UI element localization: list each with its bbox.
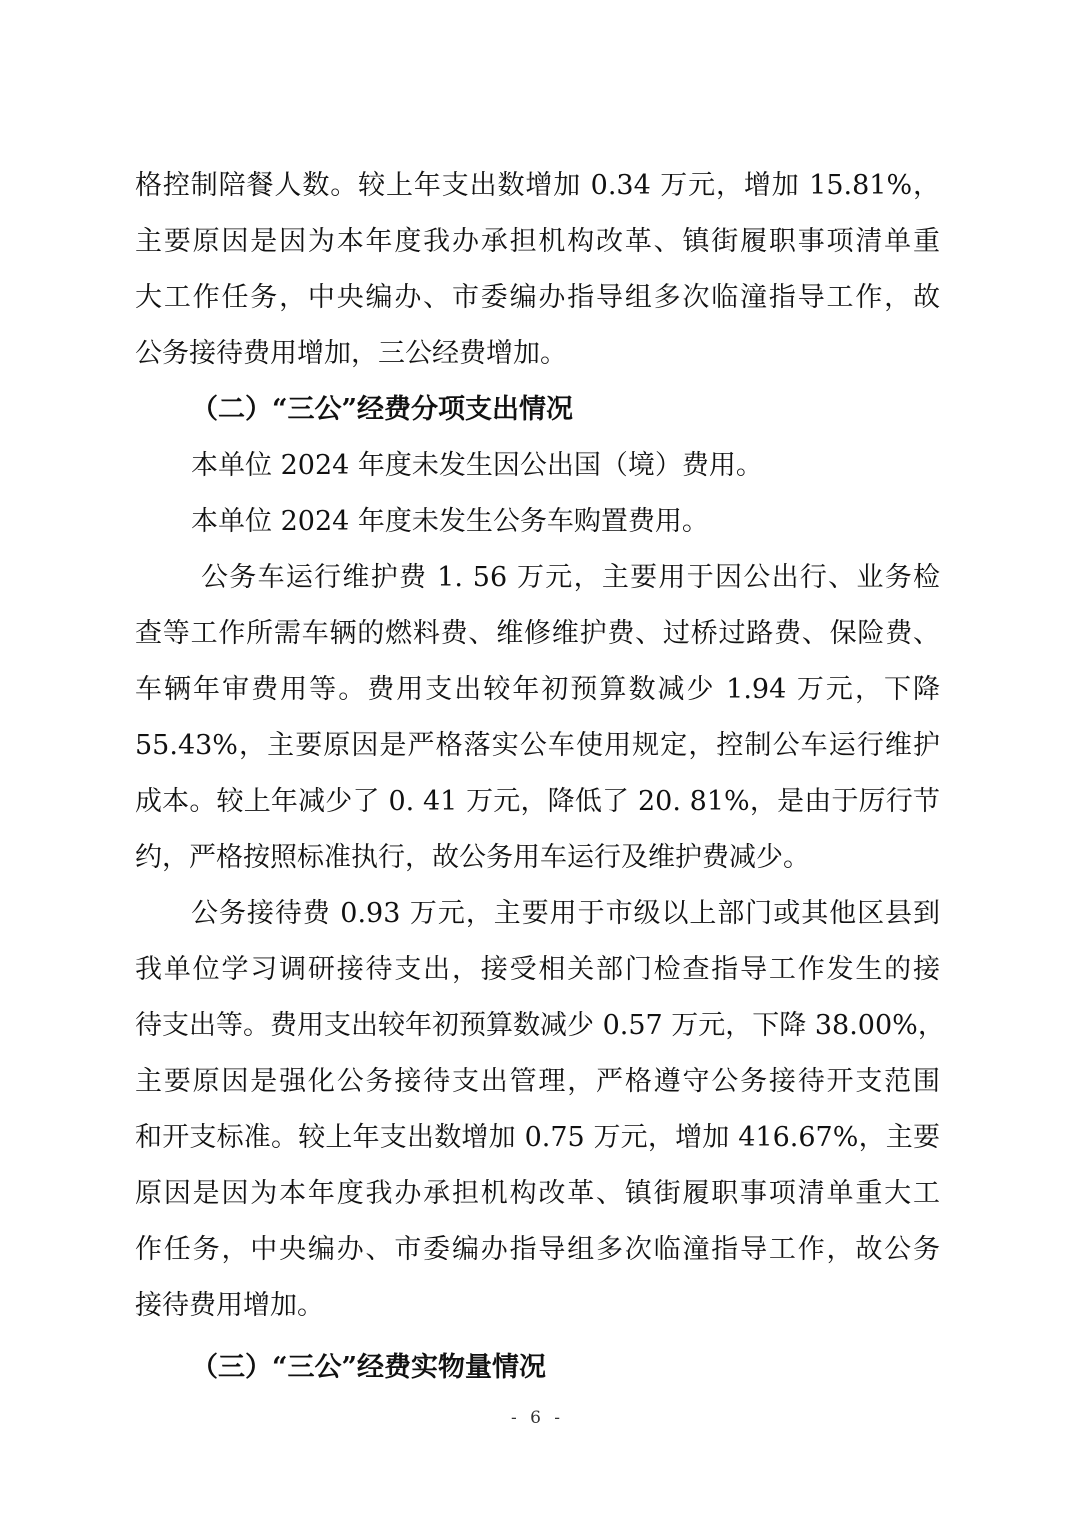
section-heading-two bbox=[135, 382, 940, 438]
paragraph-overseas-travel bbox=[135, 438, 940, 494]
text-line: 主要原因是强化公务接待支出管理，严格遵守公务接待开支范围 bbox=[135, 1066, 940, 1097]
text-line: 公务车运行维护费 1. 56 万元，主要用于因公出行、业务检 bbox=[201, 562, 940, 593]
heading-text: （三）“三公”经费实物量情况 bbox=[191, 1352, 547, 1383]
text-line: 原因是因为本年度我办承担机构改革、镇街履职事项清单重大工 bbox=[135, 1178, 940, 1209]
text-line: 本单位 2024 年度未发生因公出国（境）费用。 bbox=[191, 450, 763, 481]
text-line: 我单位学习调研接待支出，接受相关部门检查指导工作发生的接 bbox=[135, 954, 940, 985]
text-line: 车辆年审费用等。费用支出较年初预算数减少 1.94 万元，下降 bbox=[135, 674, 940, 705]
text-line: 本单位 2024 年度未发生公务车购置费用。 bbox=[191, 506, 709, 537]
text-line: 接待费用增加。 bbox=[135, 1290, 324, 1321]
text-line: 和开支标准。较上年支出数增加 0.75 万元，增加 416.67%，主要 bbox=[135, 1122, 940, 1153]
section-heading-three bbox=[135, 1340, 940, 1396]
text-line: 查等工作所需车辆的燃料费、维修维护费、过桥过路费、保险费、 bbox=[135, 618, 940, 649]
heading-text: （二）“三公”经费分项支出情况 bbox=[191, 394, 574, 425]
text-line: 约，严格按照标准执行，故公务用车运行及维护费减少。 bbox=[135, 842, 810, 873]
paragraph-vehicle-purchase bbox=[135, 494, 940, 550]
text-line: 大工作任务，中央编办、市委编办指导组多次临潼指导工作，故 bbox=[135, 282, 940, 313]
text-line: 55.43%，主要原因是严格落实公车使用规定，控制公车运行维护 bbox=[135, 730, 940, 761]
paragraph-vehicle-maintenance bbox=[135, 550, 940, 886]
paragraph-official-reception bbox=[135, 886, 945, 1334]
paragraph-continuation bbox=[135, 158, 940, 382]
text-line: 主要原因是因为本年度我办承担机构改革、镇街履职事项清单重 bbox=[135, 226, 940, 257]
text-line: 作任务，中央编办、市委编办指导组多次临潼指导工作，故公务 bbox=[135, 1234, 940, 1265]
text-line: 公务接待费 0.93 万元，主要用于市级以上部门或其他区县到 bbox=[191, 898, 940, 929]
text-line: 待支出等。费用支出较年初预算数减少 0.57 万元，下降 38.00%， bbox=[135, 1010, 945, 1041]
page-number: - 6 - bbox=[510, 1408, 565, 1428]
text-line: 公务接待费用增加，三公经费增加。 bbox=[135, 338, 567, 369]
text-line: 格控制陪餐人数。较上年支出数增加 0.34 万元，增加 15.81%， bbox=[135, 170, 940, 201]
document-page bbox=[135, 158, 945, 1396]
text-line: 成本。较上年减少了 0. 41 万元，降低了 20. 81%，是由于厉行节 bbox=[135, 786, 940, 817]
